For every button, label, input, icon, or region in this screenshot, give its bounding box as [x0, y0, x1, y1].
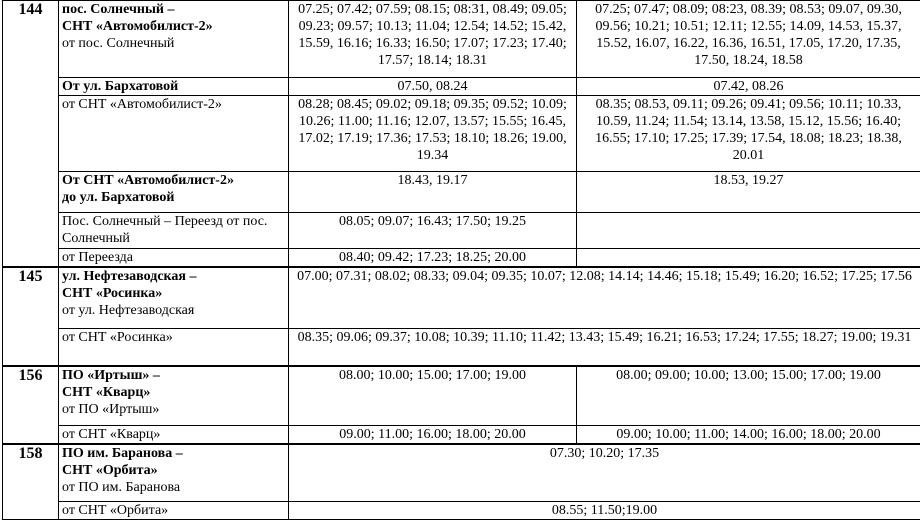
route-direction — [59, 425, 289, 444]
route-number: 144 — [3, 1, 59, 268]
table-row — [3, 172, 920, 213]
weekend-times — [577, 249, 920, 268]
table-row — [3, 502, 920, 520]
route-name-line: пос. Солнечный – — [62, 2, 175, 17]
route-name-line: СНТ «Росинка» — [62, 286, 163, 301]
weekday-times: 07.25; 07.42; 07.59; 08.15; 08:31, 08.49; 09.05; 09.23; 09.57; 10.13; 11.04; 12.54; 14.52; 15.42, 15.59, 16.16; 16.33; 16.50; 17.07; 17.23; 17.40; 17.57; 18.14; 18.31 — [289, 1, 577, 78]
direction-label: от СНТ «Орбита» — [62, 503, 169, 518]
route-direction — [59, 328, 289, 366]
route-direction — [59, 172, 289, 213]
route-number: 145 — [3, 267, 59, 366]
weekend-times: 08.35; 08.53, 09.11; 09.26; 09.41; 09.56; 10.11; 10.33, 10.59, 11.24; 11.54; 13.14, 13.58, 15.12, 15.56; 16.40; 16.55; 17.10; 17.25; 17.39; 17.54, 18.08; 18.23; 18.38, 20.01 — [577, 96, 920, 172]
direction-label: от СНТ «Кварц» — [62, 426, 161, 442]
table-row — [3, 249, 920, 268]
weekday-times: 08.40; 09.42; 17.23; 18.25; 20.00 — [289, 249, 577, 268]
direction-label: от Переезда — [62, 250, 133, 265]
route-direction — [59, 1, 289, 78]
route-name-line: От СНТ «Автомобилист-2» — [62, 173, 234, 188]
all-days-times: 07.00; 07.31; 08.02; 08.33; 09.04; 09.35; 10.07; 12.08; 14.14; 14.46; 15.18; 15.49; 16.20; 16.52; 17.25; 17.56 — [289, 267, 920, 328]
table-row — [3, 366, 920, 425]
route-name-line: СНТ «Кварц» — [62, 385, 151, 400]
route-direction — [59, 96, 289, 172]
weekday-times: 08.00; 10.00; 15.00; 17.00; 19.00 — [289, 366, 577, 425]
route-direction — [59, 78, 289, 96]
schedule-table — [2, 0, 920, 520]
weekday-times: 08.05; 09.07; 16.43; 17.50; 19.25 — [289, 213, 577, 249]
weekday-times: 09.00; 11.00; 16.00; 18.00; 20.00 — [289, 425, 577, 444]
weekend-times: 07.42, 08.26 — [577, 78, 920, 96]
table-row — [3, 78, 920, 96]
weekday-times: 07.50, 08.24 — [289, 78, 577, 96]
weekend-times: 18.53, 19.27 — [577, 172, 920, 213]
direction-label: от пос. Солнечный — [62, 36, 175, 51]
route-name-line: ул. Нефтезаводская – — [62, 269, 197, 284]
weekend-times: 07.25; 07.47; 08.09; 08:23, 08.39; 08.53; 09.07, 09.30, 09.56; 10.21; 10.51; 12.11; 12.55; 14.09, 14.53, 15.37, 15.52, 16.07, 16.22, 16.36, 16.51, 17.05, 17.20, 17.35, 17.50, 18.24, 18.58 — [577, 1, 920, 78]
route-name-line: СНТ «Орбита» — [62, 462, 158, 478]
direction-label: от СНТ «Росинка» — [62, 329, 173, 345]
weekend-times: 09.00; 10.00; 11.00; 14.00; 16.00; 18.00; 20.00 — [577, 425, 920, 444]
table-row — [3, 425, 920, 444]
direction-label: от ПО «Иртыш» — [62, 402, 160, 417]
weekend-times — [577, 213, 920, 249]
route-direction — [59, 249, 289, 268]
all-days-times: 07.30; 10.20; 17.35 — [289, 444, 920, 502]
route-direction — [59, 502, 289, 520]
table-row — [3, 444, 920, 502]
table-row — [3, 213, 920, 249]
weekend-times: 08.00; 09.00; 10.00; 13.00; 15.00; 17.00; 19.00 — [577, 366, 920, 425]
route-number: 156 — [3, 366, 59, 444]
weekday-times: 08.28; 08.45; 09.02; 09.18; 09.35; 09.52; 10.09; 10.26; 11.00; 11.16; 12.07, 13.57; 15.55; 16.45, 17.02; 17.19; 17.36; 17.53; 18.10; 18.26; 19.00, 19.34 — [289, 96, 577, 172]
table-row — [3, 96, 920, 172]
direction-label: от СНТ «Автомобилист-2» — [62, 97, 222, 112]
all-days-times: 08.55; 11.50;19.00 — [289, 502, 920, 520]
all-days-times: 08.35; 09.06; 09.37; 10.08; 10.39; 11.10; 11.42; 13.43; 15.49; 16.21; 16.53; 17.24; 17.55; 18.27; 19.00; 19.31 — [289, 328, 920, 366]
route-name-line: СНТ «Автомобилист-2» — [62, 19, 213, 34]
route-number: 158 — [3, 444, 59, 520]
table-row — [3, 328, 920, 366]
direction-label: Пос. Солнечный – Переезд от пос. Солнечный — [62, 214, 268, 246]
direction-label: от ПО им. Баранова — [62, 479, 181, 495]
route-direction — [59, 444, 289, 502]
route-name-line: ПО «Иртыш» – — [62, 368, 160, 383]
route-direction — [59, 366, 289, 425]
route-name-line: до ул. Бархатовой — [62, 190, 175, 205]
weekday-times: 18.43, 19.17 — [289, 172, 577, 213]
route-name-line: От ул. Бархатовой — [62, 79, 179, 94]
table-row — [3, 267, 920, 328]
route-direction — [59, 267, 289, 328]
route-direction — [59, 213, 289, 249]
direction-label: от ул. Нефтезаводская — [62, 303, 195, 318]
table-row — [3, 1, 920, 78]
route-name-line: ПО им. Баранова – — [62, 445, 183, 461]
